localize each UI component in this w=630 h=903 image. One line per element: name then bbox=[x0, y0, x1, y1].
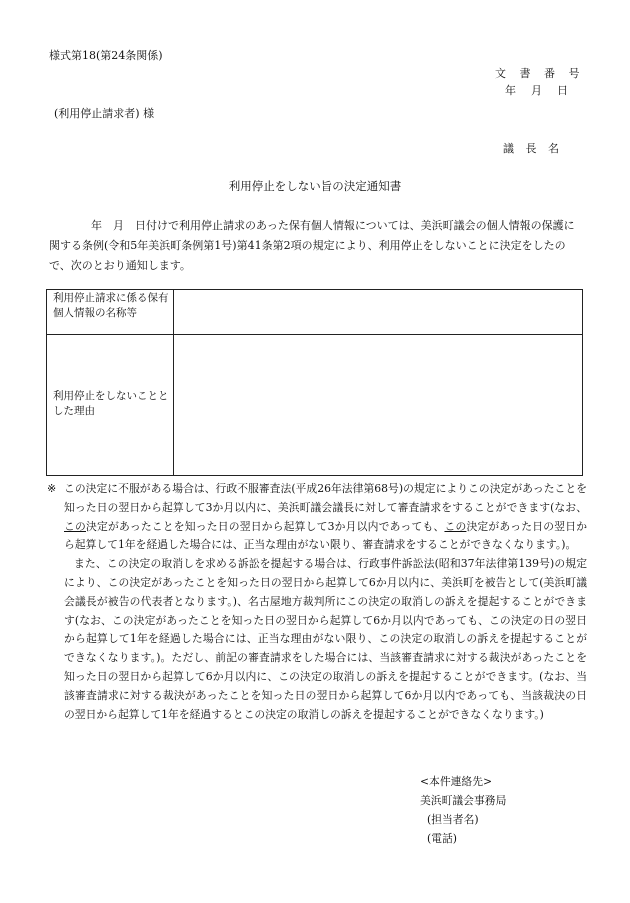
table-value-cell bbox=[174, 335, 583, 476]
table-row bbox=[47, 290, 583, 335]
intro-text: 利用停止請求のあった保有個人情報については、美浜町議会の個人情報の保護に関する条例(令和5年美浜町条例第1号)第41条第2項の規定により、利用停止をしないことに決定をしたので、次のとおり通知します。 bbox=[49, 219, 575, 272]
document-title: 利用停止をしない旨の決定通知書 bbox=[228, 179, 402, 193]
contact-heading: <本件連絡先> bbox=[420, 775, 493, 788]
row1-label: 利用停止請求に係る保有個人情報の名称等 bbox=[53, 292, 169, 319]
date-line: 年 月 日 bbox=[505, 84, 570, 97]
appeal-paragraph-1: この決定に不服がある場合は、行政不服審査法(平成26年法律第68号)の規定によりこの決定があったことを知った日の翌日から起算して3か月以内に、美浜町議会議長に対して審査請求をすることができます(なお、この決定があったことを知った日の翌日から起算して3か月以内であっても、この決定があった日の翌日から起算して1年を経過した場合には、正当な理由がない限り、審査請求をすることができなくなります。)。 bbox=[64, 482, 588, 552]
info-table bbox=[46, 289, 583, 476]
intro-paragraph bbox=[49, 216, 583, 276]
form-number: 様式第18(第24条関係) bbox=[49, 49, 163, 62]
row1-value bbox=[174, 290, 582, 291]
document-number-label: 文 書 番 号 bbox=[495, 67, 585, 80]
contact-person: (担当者名) bbox=[427, 813, 479, 826]
table-value-cell bbox=[174, 290, 583, 335]
intro-date-prefix: 年 月 日付けで bbox=[91, 219, 179, 232]
table-label-cell bbox=[47, 290, 174, 335]
contact-phone: (電話) bbox=[427, 832, 458, 845]
addressee: (利用停止請求者) 様 bbox=[54, 107, 155, 120]
contact-block bbox=[420, 772, 506, 848]
note-mark: ※ bbox=[47, 482, 57, 495]
table-label-cell bbox=[47, 335, 174, 476]
contact-office: 美浜町議会事務局 bbox=[420, 794, 507, 807]
sender-chairman: 議 長 名 bbox=[503, 142, 563, 155]
table-row bbox=[47, 335, 583, 476]
row2-value bbox=[174, 335, 582, 336]
appeal-notice bbox=[47, 480, 587, 724]
appeal-paragraph-2: また、この決定の取消しを求める訴訟を提起する場合は、行政事件訴訟法(昭和37年法律第139号)の規定により、この決定があったことを知った日の翌日から起算して6か月以内に、美浜町を被告として(美浜町議会議長が被告の代表者となります。)、名古屋地方裁判所にこの決定の取消しの訴えを提起することができます(なお、この決定があったことを知った日の翌日から起算して6か月以内であっても、この決定の日の翌日から起算して1年を経過した場合には、正当な理由がない限り、この決定の取消しの訴えを提起することができなくなります。)。ただし、前記の審査請求をした場合には、当該審査請求に対する裁決があったことを知った日の翌日から起算して6か月以内に、この決定の取消しの訴えを提起することができます。(なお、当該審査請求に対する裁決があったことを知った日の翌日から起算して6か月以内であっても、当該裁決の日の翌日から起算して1年を経過するとこの決定の取消しの訴えを提起することができなくなります。) bbox=[64, 557, 587, 721]
row2-label: 利用停止をしないこととした理由 bbox=[53, 390, 169, 417]
